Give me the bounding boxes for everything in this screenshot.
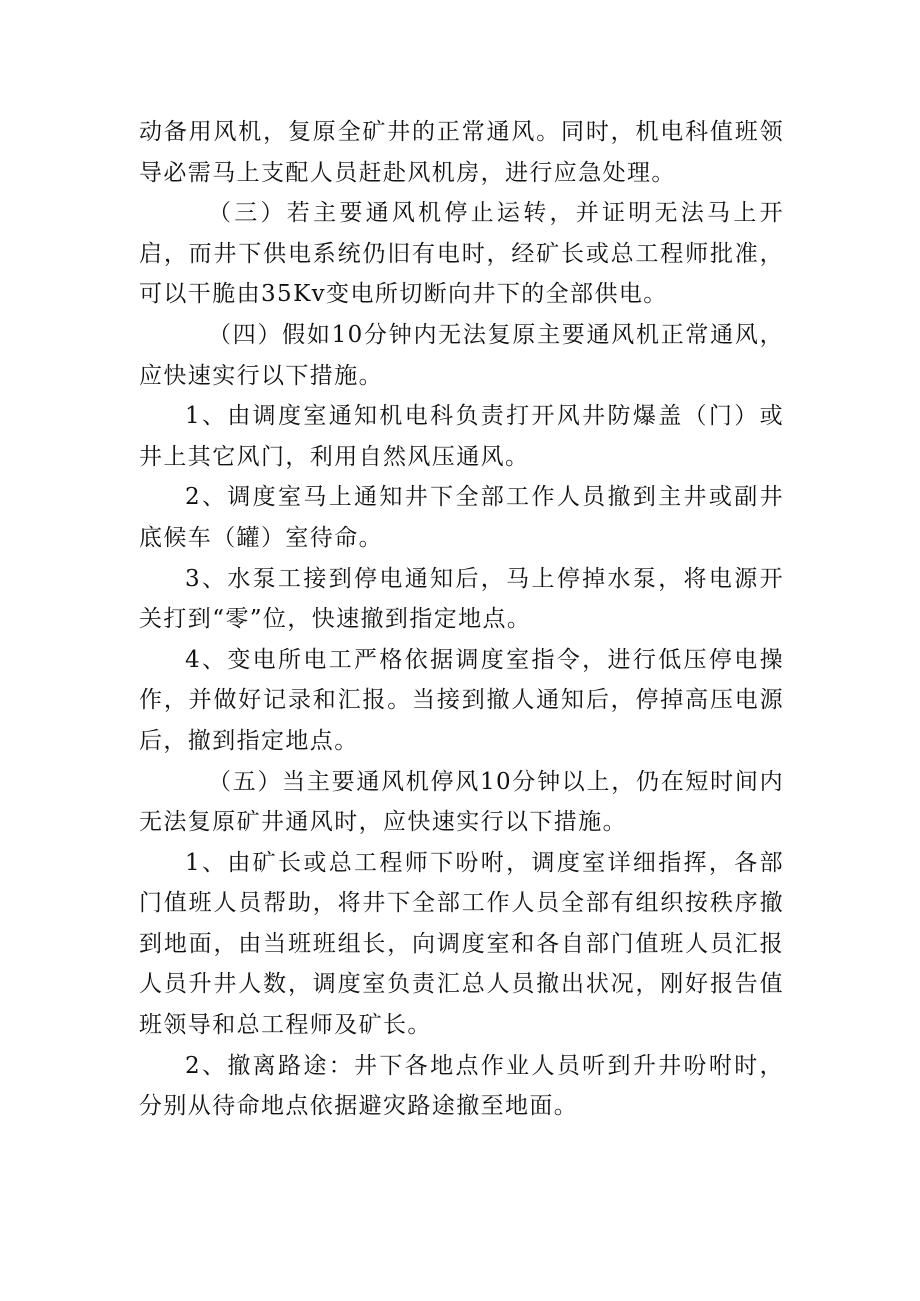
- paragraph-item-4-3: 3、水泵工接到停电通知后，马上停掉水泵，将电源开关打到“零”位，快速撤到指定地点。: [139, 565, 784, 633]
- paragraph-item-5-2: 2、撤离路途：井下各地点作业人员听到升井吩咐时，分别从待命地点依据避灾路途撤至地面。: [139, 1052, 784, 1120]
- paragraph-item-4-4: 4、变电所电工严格依据调度室指令，进行低压停电操作，并做好记录和汇报。当接到撤人通知后，停掉高压电源后，撤到指定地点。: [139, 646, 784, 754]
- paragraph-item-4-1: 1、由调度室通知机电科负责打开风井防爆盖（门）或井上其它风门，利用自然风压通风。: [139, 403, 784, 470]
- paragraph-continuation: 动备用风机，复原全矿井的正常通风。同时，机电科值班领导必需马上支配人员赶赴风机房，进行应急处理。: [139, 119, 784, 186]
- document-page: [139, 112, 784, 1127]
- paragraph-item-5-1: 1、由矿长或总工程师下吩咐，调度室详细指挥，各部门值班人员帮助，将井下全部工作人员全部有组织按秩序撤到地面，由当班班组长，向调度室和各自部门值班人员汇报人员升井人数，调度室负责汇总人员撤出状况，刚好报告值班领导和总工程师及矿长。: [139, 849, 784, 1039]
- paragraph-section-4: （四）假如10分钟内无法复原主要通风机正常通风，应快速实行以下措施。: [139, 321, 784, 389]
- paragraph-section-3: （三）若主要通风机停止运转，并证明无法马上开启，而井下供电系统仍旧有电时，经矿长或总工程师批准，可以干脆由35Kv变电所切断向井下的全部供电。: [139, 200, 784, 308]
- paragraph-section-5: （五）当主要通风机停风10分钟以上，仍在短时间内无法复原矿井通风时，应快速实行以下措施。: [139, 768, 784, 836]
- paragraph-item-4-2: 2、调度室马上通知井下全部工作人员撤到主井或副井底候车（罐）室待命。: [139, 484, 784, 551]
